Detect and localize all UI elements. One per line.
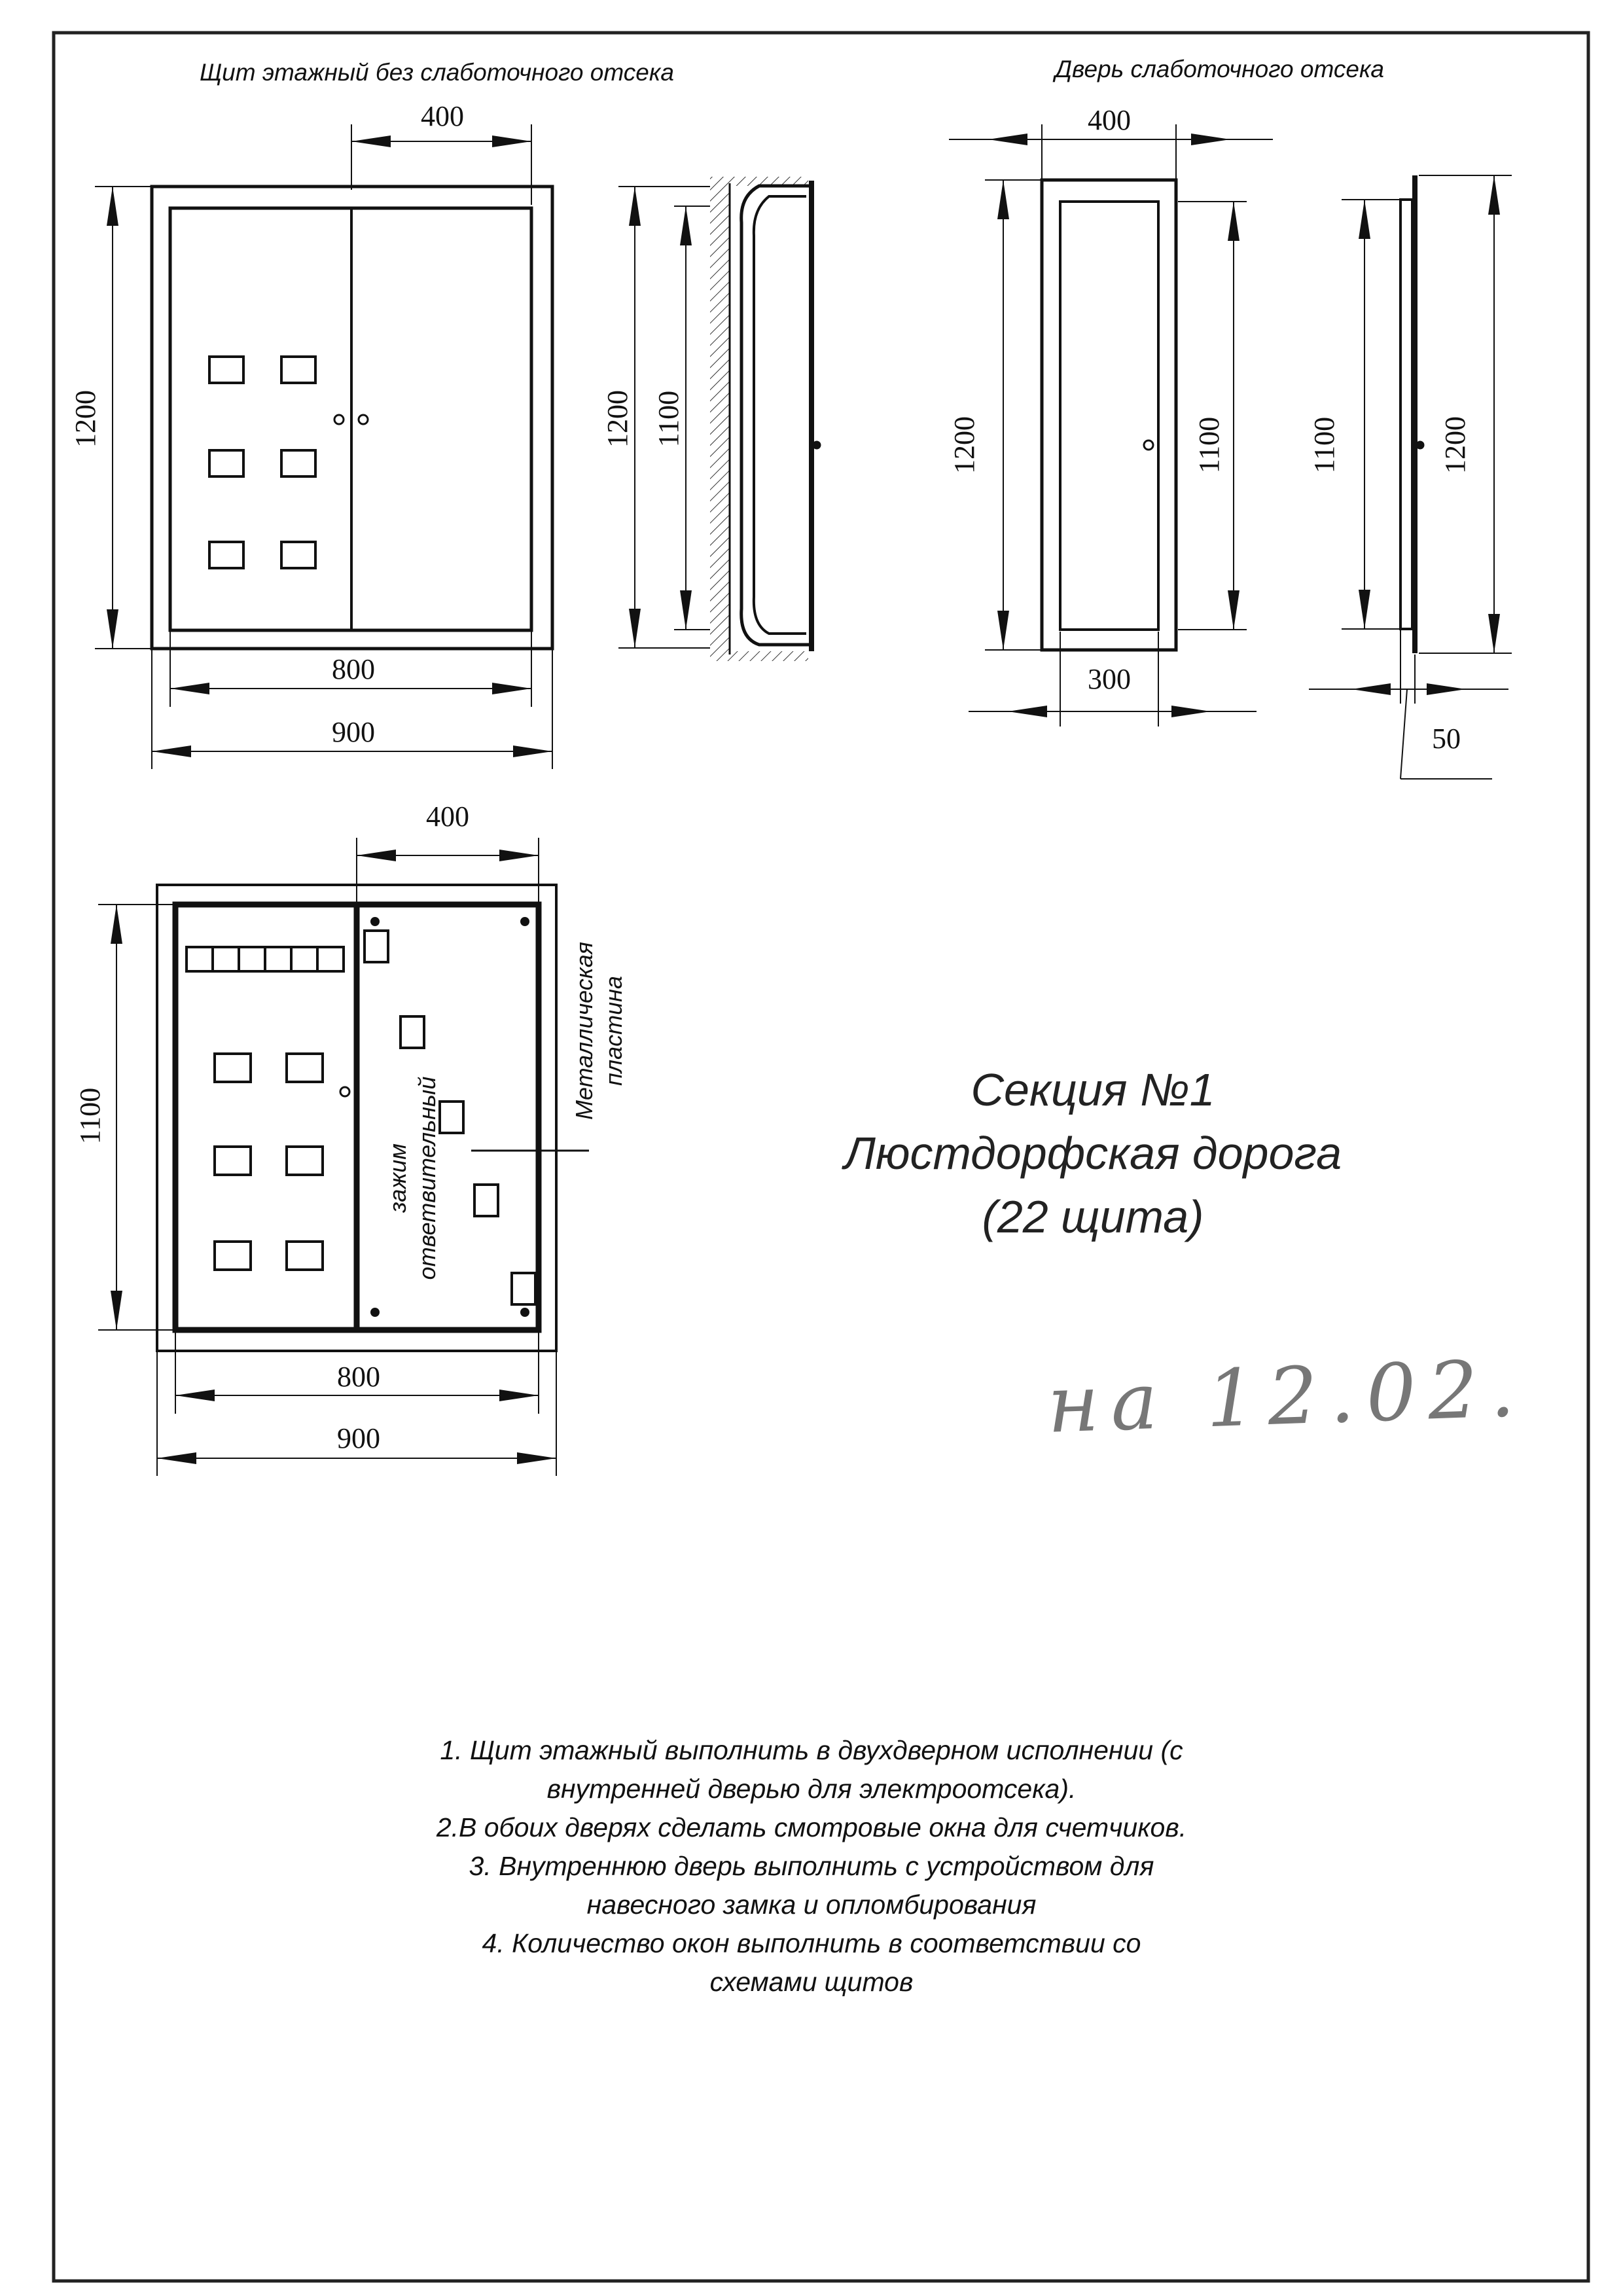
view3-meter-windows	[215, 1054, 323, 1270]
dim-v2side-50: 50	[1432, 723, 1461, 755]
note-line-5: навесного замка и опломбирования	[586, 1890, 1037, 1920]
title-line1: Секция №1	[971, 1064, 1215, 1115]
note-line-3: 2.В обоих дверях сделать смотровые окна для счетчиков.	[436, 1812, 1187, 1842]
dim-v1side-1100: 1100	[652, 390, 685, 448]
note-line-4: 3. Внутреннюю дверь выполнить с устройством для	[469, 1851, 1154, 1881]
handwritten-note: на 12.02.	[1045, 1343, 1528, 1451]
title-line3: (22 щита)	[982, 1191, 1204, 1242]
dim-v1-1200: 1200	[69, 390, 101, 448]
dim-v2side-1200: 1200	[1439, 416, 1471, 474]
view2-side-dimensions	[1309, 175, 1512, 779]
dim-v2-1100: 1100	[1193, 416, 1225, 474]
view3-front	[157, 885, 589, 1351]
view1-front	[152, 187, 552, 649]
terminal-row	[187, 947, 344, 971]
plate-label-line2: пластина	[600, 976, 627, 1086]
view1-dimensions	[95, 124, 552, 769]
dim-v1-800: 800	[332, 653, 375, 685]
dim-v2-300: 300	[1088, 663, 1131, 695]
dim-v3-400: 400	[426, 800, 469, 833]
note-line-6: 4. Количество окон выполнить в соответствии со	[482, 1928, 1141, 1958]
clamp-label-line2: ответвительный	[414, 1076, 440, 1280]
dim-v3-900: 900	[337, 1422, 380, 1454]
clamps	[365, 931, 535, 1304]
caption-view1: Щит этажный без слаботочного отсека	[200, 59, 674, 86]
note-line-1: 1. Щит этажный выполнить в двухдверном исполнении (с	[440, 1735, 1183, 1765]
dim-v1-900: 900	[332, 716, 375, 748]
clamp-label-line1: зажим	[384, 1143, 411, 1213]
dim-v2side-1100: 1100	[1308, 416, 1340, 474]
note-line-7: схемами щитов	[709, 1967, 914, 1997]
view3-dimensions	[98, 838, 556, 1476]
dim-v1side-1200: 1200	[601, 390, 633, 448]
title-line2: Люстдорфская дорога	[844, 1128, 1342, 1179]
caption-view2: Дверь слаботочного отсека	[1055, 56, 1384, 82]
note-line-2: внутренней дверью для электроотсека).	[546, 1774, 1077, 1804]
notes-block	[314, 1731, 1309, 2001]
plate-label-line1: Металлическая	[571, 942, 597, 1120]
view1-side	[710, 177, 821, 661]
view2-front	[1042, 180, 1176, 650]
view2-side	[1400, 175, 1424, 653]
meter-windows	[209, 357, 315, 568]
dim-v2-400: 400	[1088, 104, 1131, 136]
fixing-points	[370, 917, 529, 1317]
dim-v1-400: 400	[421, 100, 464, 132]
dim-v2-1200: 1200	[948, 416, 980, 474]
dim-v3-800: 800	[337, 1361, 380, 1393]
dim-v3-1100: 1100	[74, 1087, 106, 1145]
